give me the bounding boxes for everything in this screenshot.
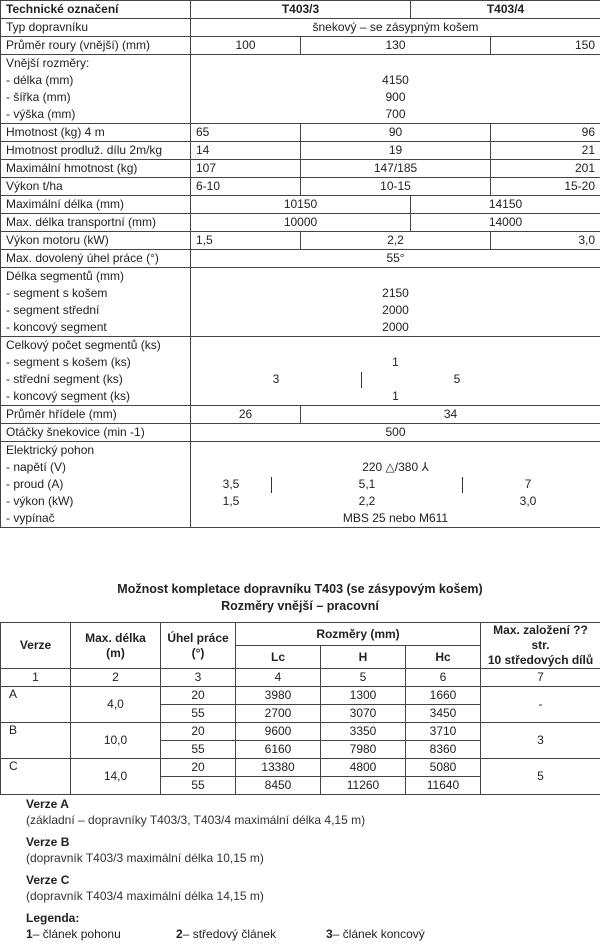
num-7: 7 <box>481 669 600 687</box>
proud-b: 5,1 <box>358 477 376 491</box>
pocet-segmentu-row <box>1 337 600 406</box>
vykon-tha-a: 6-10 <box>191 178 301 196</box>
vnejsi-sirka-label: - šířka (mm) <box>6 90 71 104</box>
vnejsi-label: Vnější rozměry: <box>6 56 90 70</box>
vykon-motoru-row <box>1 232 600 250</box>
max-delka-a: 10150 <box>191 196 411 214</box>
row-b-1 <box>1 723 600 741</box>
pocet-stredni-a: 3 <box>272 372 280 386</box>
max-hmotnost-c: 201 <box>491 160 600 178</box>
delka-segment-kos-label: - segment s košem <box>6 286 108 300</box>
typ-label: Typ dopravníku <box>1 19 191 37</box>
max-delka-transport-a: 10000 <box>191 214 411 232</box>
uhel-cell: 55 <box>161 777 236 795</box>
vykon-motoru-c: 3,0 <box>491 232 600 250</box>
hmotnost-b: 90 <box>301 124 491 142</box>
typ-value: šnekový – se zásypným košem <box>191 19 600 37</box>
delka-segmentu-label: Délka segmentů (mm) <box>6 269 125 283</box>
col-zalozeni: Max. založení ?? str. 10 středových dílů <box>481 623 600 669</box>
delka-segmentu-row <box>1 268 600 337</box>
zalozeni-c: 5 <box>481 759 600 795</box>
verze-c: C <box>1 759 71 795</box>
vykon-motoru-label: Výkon motoru (kW) <box>1 232 191 250</box>
delka-segment-koncovy-label: - koncový segment <box>6 320 107 334</box>
prumer-hridele-b: 34 <box>301 406 600 424</box>
hmotnost-prodl-row <box>1 142 600 160</box>
col-lc: Lc <box>236 646 321 669</box>
otacky-label: Otáčky šnekovice (min -1) <box>1 424 191 442</box>
max-hmotnost-label: Maximální hmotnost (kg) <box>1 160 191 178</box>
uhel-cell: 20 <box>161 687 236 705</box>
vypinac-value: MBS 25 nebo M611 <box>342 511 449 525</box>
hc-cell: 1660 <box>406 687 481 705</box>
pohon-label: Elektrický pohon <box>6 443 95 457</box>
col-verze: Verze <box>1 623 71 669</box>
col-hc: Hc <box>406 646 481 669</box>
verze-c-desc: (dopravník T403/4 maximální délka 14,15 m) <box>26 889 264 903</box>
napeti-value: 220 △/380 ⅄ <box>362 460 429 474</box>
vypinac-label: - vypínač <box>6 511 55 525</box>
verze-a-desc: (základní – dopravníky T403/3, T403/4 maximální délka 4,15 m) <box>26 813 366 827</box>
pohon-row <box>1 442 600 528</box>
delka-b: 10,0 <box>71 723 161 759</box>
delka-segmentu-values <box>191 268 600 337</box>
col-max-delka: Max. délka (m) <box>71 623 161 669</box>
col-uhel: Úhel práce (°) <box>161 623 236 669</box>
pocet-koncovy-value: 1 <box>392 389 399 403</box>
num-5: 5 <box>321 669 406 687</box>
max-hmotnost-row <box>1 160 600 178</box>
h-cell: 3350 <box>321 723 406 741</box>
verze-a: A <box>1 687 71 723</box>
pocet-stredni-b: 5 <box>453 372 461 386</box>
num-2: 2 <box>71 669 161 687</box>
hmotnost-row <box>1 124 600 142</box>
pocet-stredni-values <box>191 371 600 388</box>
pocet-segmentu-values <box>191 337 600 406</box>
proud-c: 7 <box>524 477 532 491</box>
proud-a: 3,5 <box>222 477 240 491</box>
max-delka-transport-row <box>1 214 600 232</box>
verze-b-desc: (dopravník T403/3 maximální délka 10,15 m) <box>26 851 264 865</box>
vnejsi-vyska-label: - výška (mm) <box>6 107 76 121</box>
legend-item-3: 3– článek koncový <box>326 927 425 941</box>
h-cell: 3070 <box>321 705 406 723</box>
vnejsi-sirka-value: 900 <box>385 90 406 104</box>
lc-cell: 6160 <box>236 741 321 759</box>
h-cell: 11260 <box>321 777 406 795</box>
delka-segmentu-labels <box>1 268 191 337</box>
zalozeni-a: - <box>481 687 600 723</box>
num-6: 6 <box>406 669 481 687</box>
max-delka-label: Maximální délka (mm) <box>1 196 191 214</box>
lc-cell: 9600 <box>236 723 321 741</box>
max-hmotnost-b: 147/185 <box>301 160 491 178</box>
vykon-tha-c: 15-20 <box>491 178 600 196</box>
prumer-hridele-label: Průměr hřídele (mm) <box>1 406 191 424</box>
row-a-1 <box>1 687 600 705</box>
lc-cell: 13380 <box>236 759 321 777</box>
num-3: 3 <box>161 669 236 687</box>
vnejsi-values <box>191 55 600 124</box>
legend-title: Legenda: <box>26 911 80 925</box>
uhel-cell: 55 <box>161 741 236 759</box>
hc-cell: 8360 <box>406 741 481 759</box>
pocet-koncovy-label: - koncový segment (ks) <box>6 389 131 403</box>
delka-segment-stredni-label: - segment střední <box>6 303 100 317</box>
verze-c-title: Verze C <box>26 873 70 887</box>
h-cell: 1300 <box>321 687 406 705</box>
vykon-values <box>191 493 600 510</box>
verze-b: B <box>1 723 71 759</box>
max-hmotnost-a: 107 <box>191 160 301 178</box>
pocet-kos-value: 1 <box>392 355 399 369</box>
vykon-tha-b: 10-15 <box>301 178 491 196</box>
vnejsi-row <box>1 55 600 124</box>
pocet-stredni-label: - střední segment (ks) <box>6 372 123 386</box>
delka-a: 4,0 <box>71 687 161 723</box>
prumer-roury-row <box>1 37 600 55</box>
max-delka-transport-label: Max. délka transportní (mm) <box>1 214 191 232</box>
prumer-roury-label: Průměr roury (vnější) (mm) <box>1 37 191 55</box>
vykon-tha-row <box>1 178 600 196</box>
prumer-roury-c: 150 <box>491 37 600 55</box>
pocet-segmentu-label: Celkový počet segmentů (ks) <box>6 338 161 352</box>
legend-item-2: 2– středový článek <box>176 927 277 941</box>
hc-cell: 3710 <box>406 723 481 741</box>
max-delka-transport-b: 14000 <box>411 214 600 232</box>
prumer-roury-a: 100 <box>191 37 301 55</box>
hc-cell: 3450 <box>406 705 481 723</box>
hmotnost-label: Hmotnost (kg) 4 m <box>1 124 191 142</box>
uhel-cell: 55 <box>161 705 236 723</box>
max-delka-b: 14150 <box>411 196 600 214</box>
pocet-segmentu-labels <box>1 337 191 406</box>
hc-cell: 11640 <box>406 777 481 795</box>
delka-segment-koncovy-value: 2000 <box>382 320 409 334</box>
header-t403-3: T403/3 <box>191 1 411 19</box>
verze-a-title: Verze A <box>26 797 69 811</box>
header-t403-4: T403/4 <box>411 1 600 19</box>
vykon-motoru-a: 1,5 <box>191 232 301 250</box>
lc-cell: 8450 <box>236 777 321 795</box>
h-cell: 4800 <box>321 759 406 777</box>
num-4: 4 <box>236 669 321 687</box>
num-1: 1 <box>1 669 71 687</box>
hmotnost-prodl-b: 19 <box>301 142 491 160</box>
zalozeni-b: 3 <box>481 723 600 759</box>
delka-segment-kos-value: 2150 <box>382 286 409 300</box>
kompletace-table <box>0 622 600 795</box>
section-subtitle: Rozměry vnější – pracovní <box>221 599 379 613</box>
napeti-label: - napětí (V) <box>6 460 67 474</box>
delka-segment-stredni-value: 2000 <box>382 303 409 317</box>
typ-row <box>1 19 600 37</box>
legend <box>26 926 586 942</box>
proud-label: - proud (A) <box>6 477 64 491</box>
vnejsi-labels <box>1 55 191 124</box>
vykon-label: - výkon (kW) <box>6 494 74 508</box>
vykon-tha-label: Výkon t/ha <box>1 178 191 196</box>
hc-cell: 5080 <box>406 759 481 777</box>
uhel-cell: 20 <box>161 759 236 777</box>
uhel-label: Max. dovolený úhel práce (°) <box>1 250 191 268</box>
vykon-a: 1,5 <box>222 494 240 508</box>
uhel-cell: 20 <box>161 723 236 741</box>
prumer-hridele-row <box>1 406 600 424</box>
pohon-labels <box>1 442 191 528</box>
delka-c: 14,0 <box>71 759 161 795</box>
pohon-values <box>191 442 600 528</box>
vnejsi-delka-label: - délka (mm) <box>6 73 74 87</box>
proud-values <box>191 476 600 493</box>
legend-item-1: 1– článek pohonu <box>26 927 121 941</box>
otacky-value: 500 <box>191 424 600 442</box>
hmotnost-prodl-a: 14 <box>191 142 301 160</box>
row-c-1 <box>1 759 600 777</box>
vykon-b: 2,2 <box>358 494 376 508</box>
hmotnost-prodl-c: 21 <box>491 142 600 160</box>
otacky-row <box>1 424 600 442</box>
col-rozmery: Rozměry (mm) <box>236 623 481 646</box>
vnejsi-vyska-value: 700 <box>385 107 406 121</box>
h-cell: 7980 <box>321 741 406 759</box>
uhel-row <box>1 250 600 268</box>
prumer-roury-b: 130 <box>301 37 491 55</box>
header-label: Technické označení <box>1 1 191 19</box>
notes <box>26 796 586 942</box>
verze-b-title: Verze B <box>26 835 70 849</box>
pocet-kos-label: - segment s košem (ks) <box>6 355 131 369</box>
vykon-motoru-b: 2,2 <box>301 232 491 250</box>
vykon-c: 3,0 <box>519 494 537 508</box>
col-h: H <box>321 646 406 669</box>
lc-cell: 2700 <box>236 705 321 723</box>
prumer-hridele-a: 26 <box>191 406 301 424</box>
number-row <box>1 669 600 687</box>
vnejsi-delka-value: 4150 <box>382 73 409 87</box>
spec-header-row <box>1 1 600 19</box>
lc-cell: 3980 <box>236 687 321 705</box>
max-delka-row <box>1 196 600 214</box>
header-row-1 <box>1 623 600 646</box>
section-title: Možnost kompletace dopravníku T403 (se zásypovým košem) <box>117 582 483 596</box>
hmotnost-a: 65 <box>191 124 301 142</box>
uhel-value: 55° <box>191 250 600 268</box>
hmotnost-c: 96 <box>491 124 600 142</box>
hmotnost-prodl-label: Hmotnost prodluž. dílu 2m/kg <box>1 142 191 160</box>
